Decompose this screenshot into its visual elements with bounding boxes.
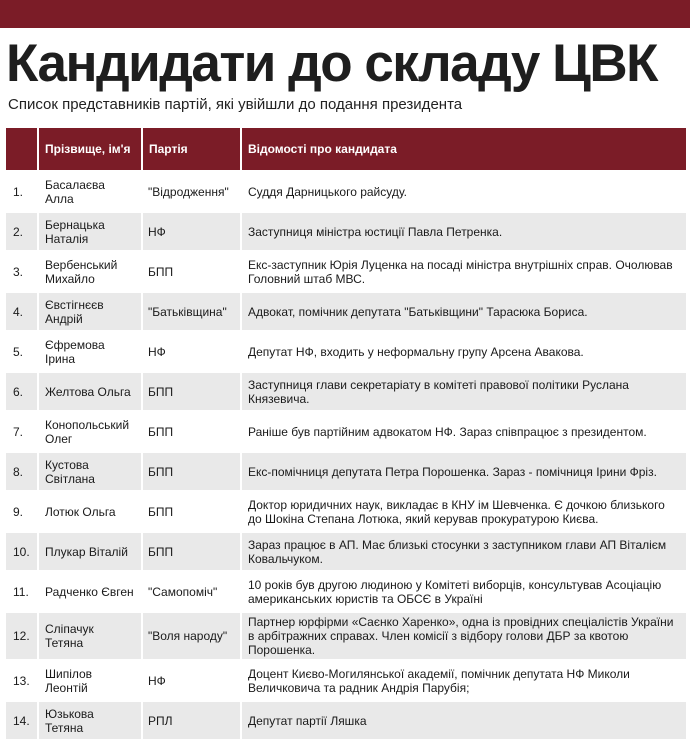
candidate-info: Раніше був партійним адвокатом НФ. Зараз співпрацює з президентом. bbox=[240, 413, 686, 450]
column-header-number bbox=[6, 128, 37, 170]
candidate-info: Доцент Києво-Могилянської академії, помічник депутата НФ Миколи Величковича та радник Андрія Парубія; bbox=[240, 662, 686, 699]
table-row bbox=[6, 253, 686, 290]
candidate-info: 10 років був другою людиною у Комітеті виборців, консультував Асоціацію американських юристів та ОБСЄ в Україні bbox=[240, 573, 686, 610]
candidate-name: Плукар Віталій bbox=[37, 533, 141, 570]
candidate-name: Вербенський Михайло bbox=[37, 253, 141, 290]
candidate-party: НФ bbox=[141, 213, 240, 250]
table-row bbox=[6, 173, 686, 210]
candidate-party: БПП bbox=[141, 453, 240, 490]
candidate-name: Євстігнєєв Андрій bbox=[37, 293, 141, 330]
candidate-party: "Самопоміч" bbox=[141, 573, 240, 610]
candidate-name: Шипілов Леонтій bbox=[37, 662, 141, 699]
candidate-info: Доктор юридичних наук, викладає в КНУ ім Шевченка. Є дочкою близького до Шокіна Степана Лотюка, який керував прокуратурою Києва. bbox=[240, 493, 686, 530]
table-row bbox=[6, 413, 686, 450]
candidate-name: Кустова Світлана bbox=[37, 453, 141, 490]
table-row bbox=[6, 573, 686, 610]
row-number: 1. bbox=[6, 173, 37, 210]
candidate-party: БПП bbox=[141, 413, 240, 450]
row-number: 2. bbox=[6, 213, 37, 250]
row-number: 4. bbox=[6, 293, 37, 330]
candidate-party: "Воля народу" bbox=[141, 613, 240, 659]
candidate-info: Заступниця міністра юстиції Павла Петренка. bbox=[240, 213, 686, 250]
candidate-party: НФ bbox=[141, 662, 240, 699]
candidate-info: Екс-заступник Юрія Луценка на посаді міністра внутрішніх справ. Очолював Головний штаб МВС. bbox=[240, 253, 686, 290]
candidate-info: Депутат партії Ляшка bbox=[240, 702, 686, 739]
candidate-name: Бернацька Наталія bbox=[37, 213, 141, 250]
candidate-name: Юзькова Тетяна bbox=[37, 702, 141, 739]
candidate-info: Партнер юрфірми «Саєнко Харенко», одна із провідних спеціалістів України в арбітражних справах. Член комісії з відбору голови ДБР за квотою Порошенка. bbox=[240, 613, 686, 659]
table-row bbox=[6, 613, 686, 659]
candidate-info: Депутат НФ, входить у неформальну групу Арсена Авакова. bbox=[240, 333, 686, 370]
row-number: 8. bbox=[6, 453, 37, 490]
column-header-party: Партія bbox=[141, 128, 240, 170]
row-number: 5. bbox=[6, 333, 37, 370]
candidate-party: "Батьківщина" bbox=[141, 293, 240, 330]
row-number: 3. bbox=[6, 253, 37, 290]
table-row bbox=[6, 293, 686, 330]
row-number: 10. bbox=[6, 533, 37, 570]
table-row bbox=[6, 333, 686, 370]
candidates-table bbox=[6, 125, 686, 742]
row-number: 13. bbox=[6, 662, 37, 699]
row-number: 14. bbox=[6, 702, 37, 739]
candidate-name: Лотюк Ольга bbox=[37, 493, 141, 530]
table-row bbox=[6, 493, 686, 530]
row-number: 6. bbox=[6, 373, 37, 410]
page-title: Кандидати до складу ЦВК bbox=[6, 34, 657, 93]
row-number: 7. bbox=[6, 413, 37, 450]
candidate-info: Зараз працює в АП. Має близькі стосунки з заступником глави АП Віталієм Ковальчуком. bbox=[240, 533, 686, 570]
candidate-name: Желтова Ольга bbox=[37, 373, 141, 410]
candidate-party: "Відродження" bbox=[141, 173, 240, 210]
table-row bbox=[6, 662, 686, 699]
candidate-name: Басалаєва Алла bbox=[37, 173, 141, 210]
page-subtitle: Список представників партій, які увійшли до подання президента bbox=[8, 96, 463, 113]
row-number: 9. bbox=[6, 493, 37, 530]
table-row bbox=[6, 453, 686, 490]
candidate-party: БПП bbox=[141, 373, 240, 410]
candidate-party: БПП bbox=[141, 253, 240, 290]
table-row bbox=[6, 213, 686, 250]
row-number: 11. bbox=[6, 573, 37, 610]
table-header-row bbox=[6, 128, 686, 170]
table-row bbox=[6, 373, 686, 410]
candidate-party: РПЛ bbox=[141, 702, 240, 739]
table-row bbox=[6, 533, 686, 570]
candidate-info: Адвокат, помічник депутата "Батьківщини" Тарасюка Бориса. bbox=[240, 293, 686, 330]
candidate-party: НФ bbox=[141, 333, 240, 370]
candidate-info: Суддя Дарницького райсуду. bbox=[240, 173, 686, 210]
column-header-name: Прізвище, ім'я bbox=[37, 128, 141, 170]
row-number: 12. bbox=[6, 613, 37, 659]
candidate-name: Радченко Євген bbox=[37, 573, 141, 610]
candidate-name: Єфремова Ірина bbox=[37, 333, 141, 370]
candidate-info: Екс-помічниця депутата Петра Порошенка. Зараз - помічниця Ірини Фріз. bbox=[240, 453, 686, 490]
candidate-party: БПП bbox=[141, 493, 240, 530]
candidate-info: Заступниця глави секретаріату в комітеті правової політики Руслана Князевича. bbox=[240, 373, 686, 410]
candidate-name: Конопольський Олег bbox=[37, 413, 141, 450]
top-banner bbox=[0, 0, 690, 28]
candidate-party: БПП bbox=[141, 533, 240, 570]
column-header-info: Відомості про кандидата bbox=[240, 128, 686, 170]
table-body bbox=[6, 173, 686, 739]
table-row bbox=[6, 702, 686, 739]
candidate-name: Сліпачук Тетяна bbox=[37, 613, 141, 659]
